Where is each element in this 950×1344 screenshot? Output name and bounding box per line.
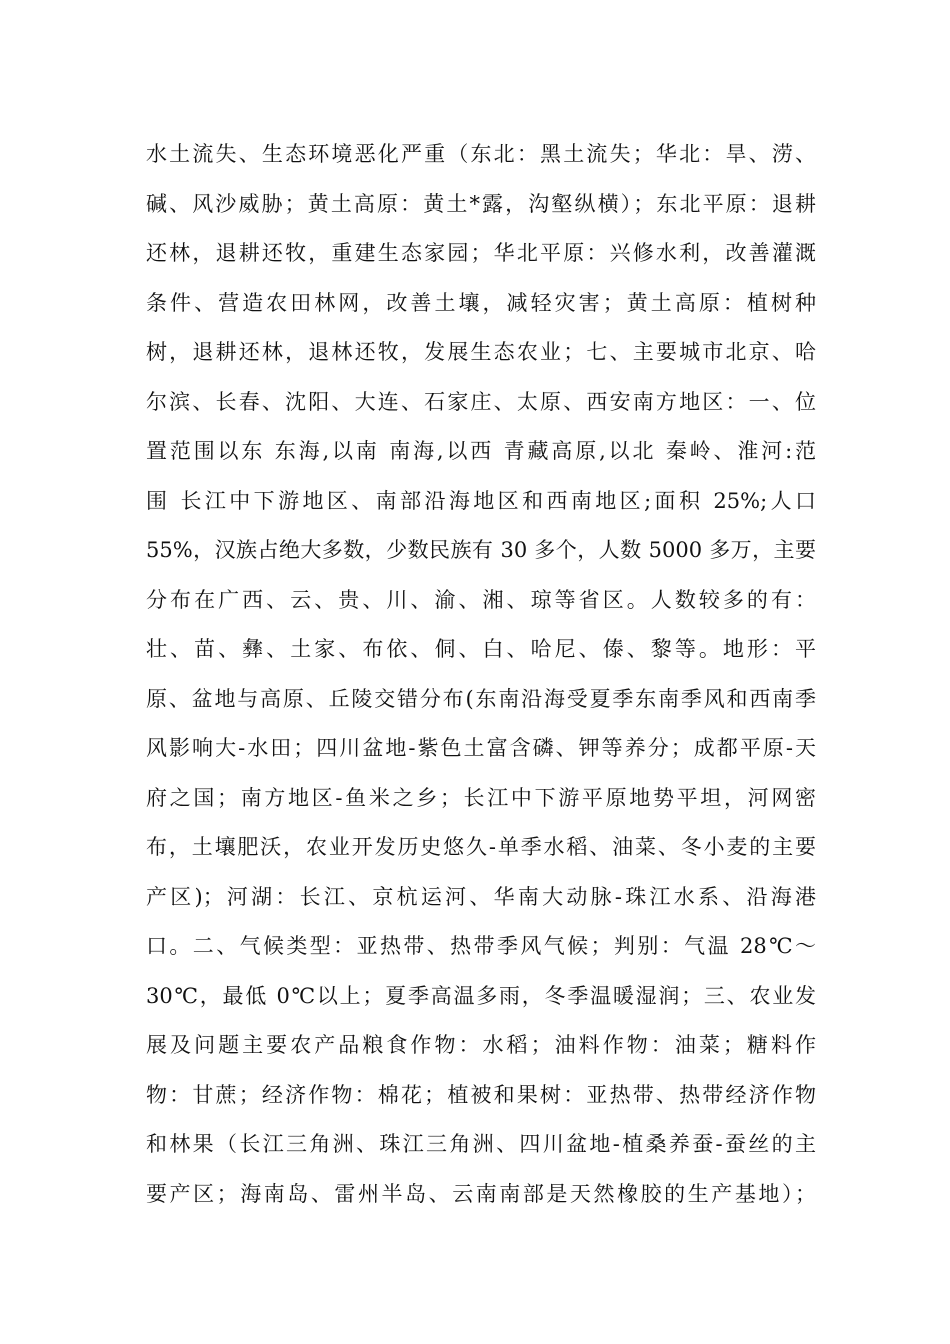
text-line: 和林果（长江三角洲、珠江三角洲、四川盆地-植桑养蚕-蚕丝的主 bbox=[146, 1132, 816, 1156]
text-line: 分布在广西、云、贵、川、渝、湘、琼等省区。人数较多的有： bbox=[146, 587, 816, 612]
text-line: 置范围以东 东海,以南 南海,以西 青藏高原,以北 秦岭、淮河:范 bbox=[146, 439, 816, 463]
text-line: 还林，退耕还牧，重建生态家园；华北平原：兴修水利，改善灌溉 bbox=[146, 241, 816, 265]
text-line: 风影响大-水田；四川盆地-紫色土富含磷、钾等养分；成都平原-天 bbox=[146, 736, 816, 760]
text-line: 产区)；河湖：长江、京杭运河、华南大动脉-珠江水系、沿海港 bbox=[146, 884, 816, 909]
text-line: 55%，汉族占绝大多数，少数民族有 30 多个，人数 5000 多万，主要 bbox=[146, 538, 816, 562]
text-line: 水土流失、生态环境恶化严重（东北：黑土流失；华北：旱、涝、 bbox=[146, 142, 816, 166]
text-line: 口。二、气候类型：亚热带、热带季风气候；判别：气温 28℃～ bbox=[146, 934, 816, 958]
text-line: 布，土壤肥沃，农业开发历史悠久-单季水稻、油菜、冬小麦的主要 bbox=[146, 835, 816, 859]
text-line: 壮、苗、彝、土家、布依、侗、白、哈尼、傣、黎等。地形：平 bbox=[146, 637, 816, 661]
text-line: 30℃，最低 0℃以上；夏季高温多雨，冬季温暖湿润；三、农业发 bbox=[146, 983, 816, 1008]
text-line: 展及问题主要农产品粮食作物：水稻；油料作物：油菜；糖料作 bbox=[146, 1033, 816, 1057]
text-line: 条件、营造农田林网，改善土壤，减轻灾害；黄土高原：植树种 bbox=[146, 290, 816, 315]
body-text bbox=[146, 130, 816, 1219]
text-line: 原、盆地与高原、丘陵交错分布(东南沿海受夏季东南季风和西南季 bbox=[146, 686, 816, 711]
text-line: 碱、风沙威胁；黄土高原：黄土*露，沟壑纵横）；东北平原：退耕 bbox=[146, 191, 816, 216]
text-line: 府之国；南方地区-鱼米之乡；长江中下游平原地势平坦，河网密 bbox=[146, 785, 816, 810]
text-line: 树，退耕还林，退林还牧，发展生态农业；七、主要城市北京、哈 bbox=[146, 340, 816, 364]
text-line: 物：甘蔗；经济作物：棉花；植被和果树：亚热带、热带经济作物 bbox=[146, 1082, 816, 1107]
text-line: 要产区；海南岛、雷州半岛、云南南部是天然橡胶的生产基地）； bbox=[146, 1181, 816, 1206]
text-line: 围 长江中下游地区、南部沿海地区和西南地区;面积 25%;人口 bbox=[146, 488, 816, 513]
text-line: 尔滨、长春、沈阳、大连、石家庄、太原、西安南方地区：一、位 bbox=[146, 389, 816, 414]
